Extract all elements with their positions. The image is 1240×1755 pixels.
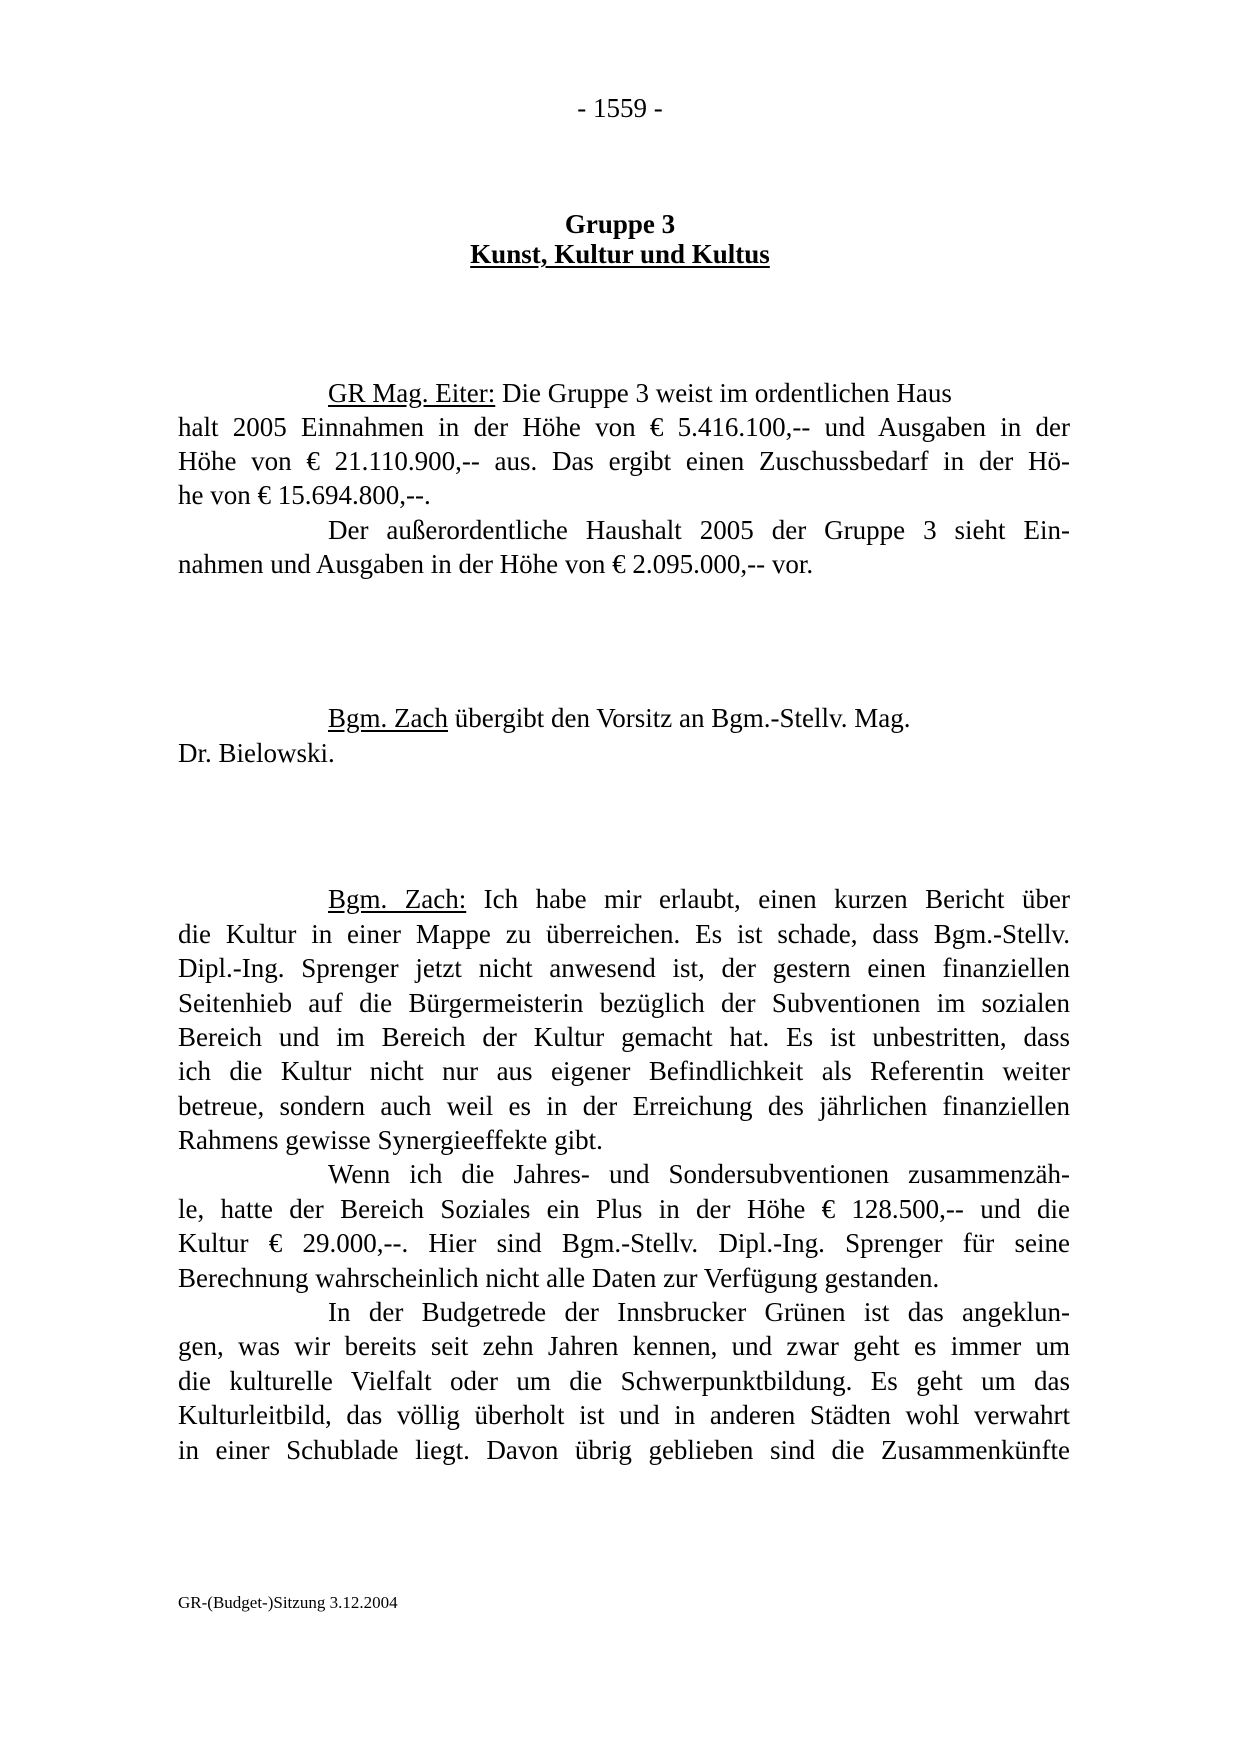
paragraph-line: In der Budgetrede der Innsbrucker Grünen ist das angeklun- [328,1297,1070,1327]
speaker-name: GR Mag. Eiter: [328,378,496,408]
speaker-name: Bgm. Zach [328,703,448,733]
paragraph-line: ich die Kultur nicht nur aus eigener Befindlichkeit als Referentin weiter [178,1056,1070,1086]
heading-subtitle: Kunst, Kultur und Kultus [470,239,770,269]
paragraph-line: Berechnung wahrscheinlich nicht alle Daten zur Verfügung gestanden. [178,1263,940,1293]
paragraph-line: Höhe von € 21.110.900,-- aus. Das ergibt einen Zuschussbedarf in der Hö- [178,446,1070,476]
heading-title: Gruppe 3 [564,209,676,239]
paragraph-line: Dr. Bielowski. [178,738,335,768]
page-footer: GR-(Budget-)Sitzung 3.12.2004 [178,1593,398,1612]
paragraph-line: GR Mag. Eiter: Die Gruppe 3 weist im ordentlichen Haus [328,378,952,408]
paragraph-line: die kulturelle Vielfalt oder um die Schwerpunktbildung. Es geht um das [178,1366,1070,1396]
paragraph-line: Dipl.-Ing. Sprenger jetzt nicht anwesend ist, der gestern einen finanziellen [178,953,1070,983]
paragraph-line: Wenn ich die Jahres- und Sondersubventionen zusammenzäh- [328,1159,1070,1189]
section-heading [0,209,1240,269]
paragraph-line: Bereich und im Bereich der Kultur gemacht hat. Es ist unbestritten, dass [178,1022,1070,1052]
paragraph-line: le, hatte der Bereich Soziales ein Plus in der Höhe € 128.500,-- und die [178,1194,1070,1224]
paragraph-line: die Kultur in einer Mappe zu überreichen. Es ist schade, dass Bgm.-Stellv. [178,919,1070,949]
paragraph-line: Bgm. Zach übergibt den Vorsitz an Bgm.-Stellv. Mag. [328,703,911,733]
paragraph-line: Der außerordentliche Haushalt 2005 der Gruppe 3 sieht Ein- [328,515,1070,545]
paragraph-line: nahmen und Ausgaben in der Höhe von € 2.095.000,-- vor. [178,549,814,579]
paragraph-line: Bgm. Zach: Ich habe mir erlaubt, einen kurzen Bericht über [328,884,1070,914]
paragraph-line: Kulturleitbild, das völlig überholt ist und in anderen Städten wohl verwahrt [178,1400,1070,1430]
paragraph-line: Rahmens gewisse Synergieeffekte gibt. [178,1125,603,1155]
page-number: - 1559 - [577,93,663,123]
speaker-name: Bgm. Zach: [328,884,467,914]
paragraph-line: he von € 15.694.800,--. [178,480,431,510]
paragraph-line: halt 2005 Einnahmen in der Höhe von € 5.416.100,-- und Ausgaben in der [178,412,1070,442]
paragraph-line: Kultur € 29.000,--. Hier sind Bgm.-Stellv. Dipl.-Ing. Sprenger für seine [178,1228,1070,1258]
paragraph-line: in einer Schublade liegt. Davon übrig geblieben sind die Zusammenkünfte [178,1435,1070,1465]
paragraph-line: Seitenhieb auf die Bürgermeisterin bezüglich der Subventionen im sozialen [178,988,1070,1018]
paragraph-line: gen, was wir bereits seit zehn Jahren kennen, und zwar geht es immer um [178,1331,1070,1361]
paragraph-line: betreue, sondern auch weil es in der Erreichung des jährlichen finanziellen [178,1091,1070,1121]
